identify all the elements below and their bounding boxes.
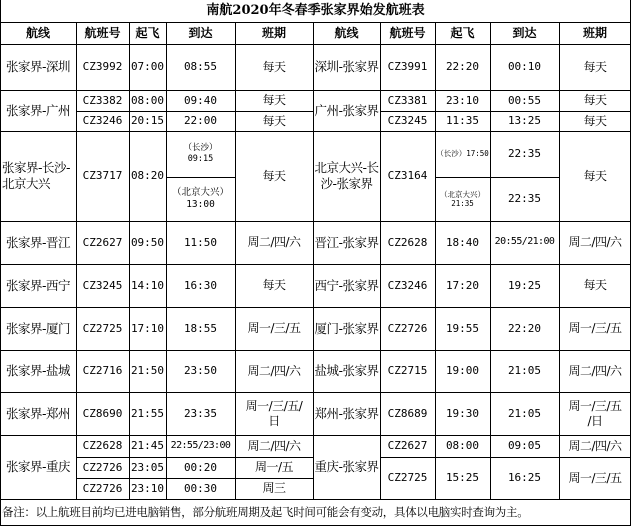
grid-line [0, 392, 631, 393]
arrival-time: 23:50 [183, 364, 218, 378]
grid-line [76, 111, 313, 112]
header-flight-no: 航班号 [84, 25, 121, 40]
grid-line [313, 22, 314, 499]
grid-line [559, 22, 560, 499]
grid-line [76, 22, 77, 499]
operating-days: 周三 [262, 481, 286, 495]
flight-number: CZ2725 [82, 321, 123, 335]
grid-line [129, 22, 130, 499]
grid-line [0, 44, 631, 45]
operating-days: 周一/三/五 [568, 470, 622, 485]
footnote: 备注：以上航班目前均已进电脑销售，部分航班周期及起飞时间可能会有变动，具体以电脑实时查询为主。 [2, 505, 529, 520]
grid-line [0, 307, 631, 308]
arrival-time: 22:20 [507, 321, 542, 335]
arrival-time: 08:55 [183, 60, 218, 74]
arrival-time: 11:50 [183, 235, 218, 249]
flight-number: CZ3245 [387, 114, 428, 128]
arrival-time: 19:25 [507, 278, 542, 292]
flight-number: CZ3164 [387, 169, 428, 183]
operating-days: 每天 [583, 93, 607, 107]
operating-days: 周一/三/五 /日 [568, 398, 622, 428]
grid-line [0, 264, 631, 265]
departure-time: 19:55 [445, 321, 480, 335]
flight-number: CZ3245 [82, 278, 123, 292]
grid-line [0, 435, 631, 436]
route-return: 北京大兴-长沙-张家界 [314, 160, 379, 191]
operating-days: 每天 [262, 59, 286, 74]
departure-time: 20:15 [130, 114, 165, 128]
arrival-time: 09:40 [183, 93, 218, 107]
grid-line [76, 478, 313, 479]
route-return: 深圳-张家界 [314, 59, 379, 75]
header-route: 航线 [25, 25, 50, 40]
arrival-time: 00:20 [183, 460, 218, 474]
flight-number: CZ8690 [82, 406, 123, 420]
operating-days: 每天 [262, 168, 286, 183]
operating-days: 周二/四/六 [568, 363, 622, 378]
departure-time: 23:10 [445, 93, 480, 107]
operating-days: 周一/三/五 [247, 321, 301, 335]
grid-line [76, 457, 313, 458]
operating-days: 周二/四/六 [247, 363, 301, 378]
departure-time: 07:00 [130, 60, 165, 74]
grid-line [0, 0, 1, 526]
flight-number: CZ2726 [387, 321, 428, 335]
header-arrival: 到达 [188, 25, 213, 40]
flight-number: CZ2725 [387, 471, 428, 485]
departure-time: 23:05 [130, 460, 165, 474]
route-outbound: 张家界-盐城 [5, 363, 70, 379]
departure-time: 08:00 [445, 439, 480, 453]
grid-line [435, 22, 436, 499]
departure-time: 19:00 [445, 364, 480, 378]
departure-time: 09:50 [130, 235, 165, 249]
route-outbound: 张家界-晋江 [5, 234, 70, 250]
flight-number: CZ2627 [82, 235, 123, 249]
departure-stop-beijing-daxing: （北京大兴） 21:35 [440, 189, 485, 208]
page-title: 南航2020年冬春季张家界始发航班表 [206, 2, 425, 18]
operating-days: 每天 [583, 113, 607, 128]
grid-line [380, 22, 381, 499]
route-outbound: 张家界-长沙-北京大兴 [2, 160, 71, 191]
flight-number: CZ3381 [387, 93, 428, 107]
route-return: 郑州-张家界 [314, 405, 379, 421]
route-return: 厦门-张家界 [314, 320, 379, 336]
operating-days: 周二/四/六 [568, 438, 622, 453]
route-outbound: 张家界-广州 [5, 102, 70, 118]
route-return: 重庆-张家界 [314, 459, 379, 475]
flight-number: CZ8689 [387, 406, 428, 420]
operating-days: 每天 [583, 59, 607, 74]
grid-line [0, 22, 631, 23]
departure-time: 23:10 [130, 481, 165, 495]
flight-number: CZ2716 [82, 364, 123, 378]
departure-time: 21:45 [130, 439, 165, 453]
departure-time: 22:20 [445, 60, 480, 74]
departure-time: 08:20 [130, 169, 165, 183]
departure-time: 21:55 [130, 406, 165, 420]
arrival-time: 22:00 [183, 114, 218, 128]
operating-days: 每天 [583, 168, 607, 183]
departure-time: 14:10 [130, 278, 165, 292]
grid-line [380, 457, 631, 458]
operating-days: 周二/四/六 [247, 235, 301, 249]
header-departure-return: 起飞 [450, 25, 475, 40]
operating-days: 每天 [262, 93, 286, 107]
flight-number: CZ3992 [82, 60, 123, 74]
departure-time: 11:35 [445, 114, 480, 128]
flight-number: CZ2628 [82, 439, 123, 453]
grid-line [166, 22, 167, 499]
route-outbound: 张家界-厦门 [5, 320, 70, 336]
header-departure: 起飞 [135, 25, 160, 40]
departure-time: 15:25 [445, 471, 480, 485]
grid-line [235, 22, 236, 499]
arrival-stop-beijing-daxing: （北京大兴） 13:00 [171, 187, 229, 210]
route-outbound: 张家界-郑州 [5, 405, 70, 421]
arrival-time: 13:25 [507, 114, 542, 128]
grid-line [380, 111, 631, 112]
header-flight-no-return: 航班号 [389, 25, 426, 40]
departure-time: 17:20 [445, 278, 480, 292]
route-return: 广州-张家界 [314, 102, 379, 118]
route-outbound: 张家界-重庆 [5, 459, 70, 475]
arrival-time: 22:55/23:00 [170, 439, 231, 451]
grid-line [435, 177, 559, 178]
grid-line [166, 177, 235, 178]
operating-days: 周一/三/五 [568, 321, 622, 335]
grid-line [0, 131, 631, 132]
route-return: 盐城-张家界 [314, 363, 379, 379]
grid-line [0, 90, 631, 91]
operating-days: 周一/五 [254, 460, 294, 474]
flight-number: CZ2715 [387, 364, 428, 378]
departure-time: 08:00 [130, 93, 165, 107]
route-return: 西宁-张家界 [314, 277, 379, 293]
arrival-time: 22:35 [507, 147, 542, 161]
arrival-time: 23:35 [183, 406, 218, 420]
header-days-return: 班期 [582, 25, 607, 40]
arrival-time: 16:25 [507, 471, 542, 485]
operating-days: 每天 [262, 278, 286, 292]
grid-line [0, 499, 631, 500]
arrival-time: 18:55 [183, 321, 218, 335]
arrival-time: 09:05 [507, 439, 542, 453]
operating-days: 每天 [262, 113, 286, 128]
operating-days: 周一/三/五/ 日 [245, 398, 303, 428]
arrival-time: 16:30 [183, 278, 218, 292]
flight-number: CZ3382 [82, 93, 123, 107]
header-days: 班期 [261, 25, 286, 40]
arrival-time: 21:05 [507, 364, 542, 378]
arrival-time: 00:55 [507, 93, 542, 107]
flight-number: CZ2628 [387, 235, 428, 249]
grid-line [0, 221, 631, 222]
arrival-time: 00:30 [183, 481, 218, 495]
operating-days: 周二/四/六 [568, 235, 622, 249]
route-return: 晋江-张家界 [314, 234, 379, 250]
arrival-time: 21:05 [507, 406, 542, 420]
route-outbound: 张家界-深圳 [5, 59, 70, 75]
flight-number: CZ2726 [82, 481, 123, 495]
arrival-time: 20:55/21:00 [494, 236, 555, 248]
flight-number: CZ3246 [387, 278, 428, 292]
arrival-time: 22:35 [507, 192, 542, 206]
departure-time: 19:30 [445, 406, 480, 420]
flight-number: CZ3991 [387, 60, 428, 74]
departure-time: 17:10 [130, 321, 165, 335]
flight-number: CZ2726 [82, 460, 123, 474]
departure-time: 18:40 [445, 235, 480, 249]
flight-number: CZ3717 [82, 169, 123, 183]
flight-number: CZ2627 [387, 439, 428, 453]
header-arrival-return: 到达 [512, 25, 537, 40]
departure-stop-changsha: （长沙）17:50 [436, 149, 489, 159]
arrival-stop-changsha: （长沙） 09:15 [183, 143, 218, 164]
departure-time: 21:50 [130, 364, 165, 378]
operating-days: 周二/四/六 [247, 438, 301, 453]
grid-line [490, 22, 491, 499]
grid-line [0, 350, 631, 351]
route-outbound: 张家界-西宁 [5, 277, 70, 293]
arrival-time: 00:10 [507, 60, 542, 74]
operating-days: 每天 [583, 278, 607, 292]
flight-number: CZ3246 [82, 114, 123, 128]
header-route-return: 航线 [334, 25, 359, 40]
